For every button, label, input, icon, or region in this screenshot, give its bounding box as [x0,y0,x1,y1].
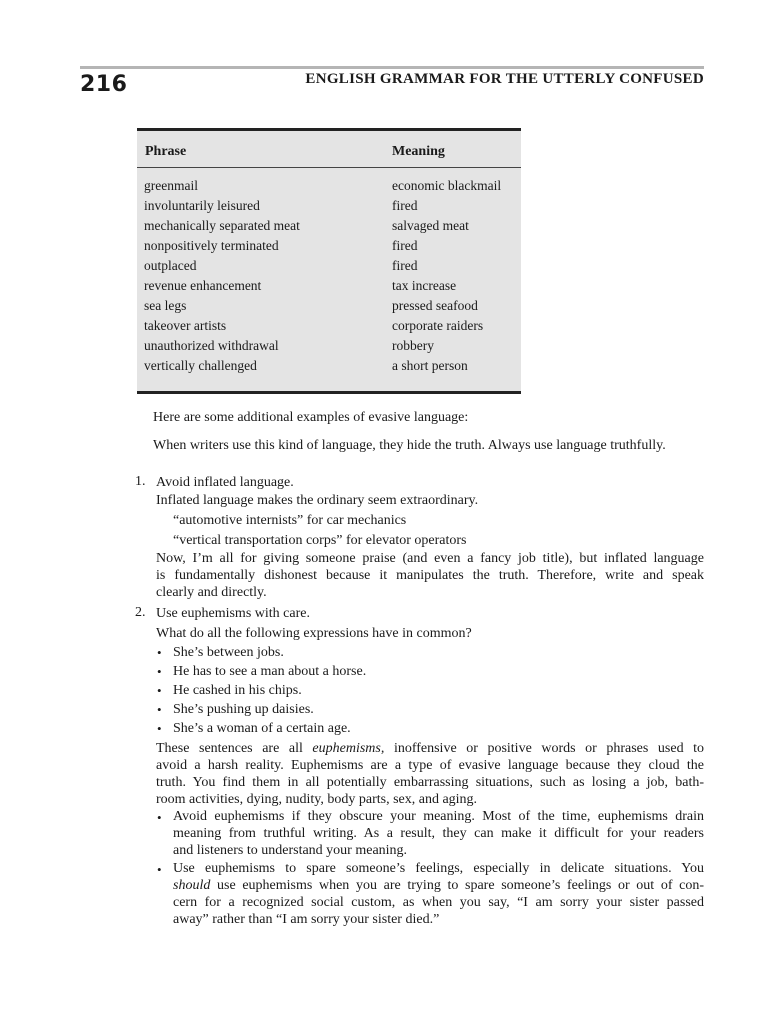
bullet-icon: • [157,810,162,825]
header-rule [80,66,704,69]
meaning-cell: salvaged meat [392,218,469,233]
paragraph-line: and listeners to understand your meaning. [173,843,408,858]
bullet-icon: • [157,702,162,717]
meaning-cell: fired [392,258,418,273]
intro-text: Here are some additional examples of evasive language: [153,410,469,425]
definition-paragraph [156,740,704,808]
bullet-icon: • [157,683,162,698]
paragraph-line [173,877,704,894]
phrase-cell: sea legs [144,298,187,313]
phrase-cell: vertically challenged [144,358,257,373]
paragraph-line [156,740,704,757]
paragraph-line: away” rather than “I am sorry your sister died.” [173,912,440,927]
truth-line: When writers use this kind of language, they hide the truth. Always use language truthfully. [153,438,666,453]
table-row [137,216,521,236]
phrase-cell: outplaced [144,258,197,273]
list-item: He cashed in his chips. [173,683,302,698]
meaning-cell: pressed seafood [392,298,478,313]
table-header [137,131,521,168]
example-line: “vertical transportation corps” for elevator operators [173,533,467,548]
list-item: He has to see a man about a horse. [173,664,367,679]
phrase-cell: revenue enhancement [144,278,262,293]
meaning-cell: fired [392,198,418,213]
paragraph-line: is fundamentally dishonest because it manipulates the truth. Therefore, write and speak [156,568,704,583]
table-row [137,296,521,316]
phrase-cell: unauthorized withdrawal [144,338,279,353]
list-item: She’s between jobs. [173,645,284,660]
item-paragraph-1 [156,550,704,601]
page-number: 216 [80,72,128,97]
column-header-phrase: Phrase [145,144,187,159]
paragraph-line: avoid a harsh reality. Euphemisms are a type of evasive language because they cloud the [156,758,704,773]
definition-start: These sentences are all [156,741,303,756]
table-row [137,236,521,256]
meaning-cell: corporate raiders [392,318,484,333]
tip-spare-feelings [173,860,704,928]
table-row [137,336,521,356]
phrase-cell: involuntarily leisured [144,198,260,213]
tip-avoid-obscuring [173,808,704,859]
item-heading-1: Avoid inflated language. [156,475,294,490]
definition-rest: inoffensive or positive words or phrases used to [393,741,705,756]
paragraph-line: cern for a recognized social custom, as when you say, “I am sorry your sister passed [173,895,704,910]
paragraph-line: clearly and directly. [156,585,267,600]
meaning-cell: robbery [392,338,434,353]
phrase-cell: nonpositively terminated [144,238,279,253]
table-row [137,196,521,216]
table-row [137,256,521,276]
term-euphemisms: euphemisms, [312,741,385,756]
phrase-cell: takeover artists [144,318,227,333]
item-number-1: 1. [135,474,146,489]
bullet-icon: • [157,721,162,736]
bullet-icon: • [157,645,162,660]
table-row [137,316,521,336]
phrase-meaning-table [137,128,521,394]
meaning-cell: fired [392,238,418,253]
bullet-icon: • [157,862,162,877]
bullet-icon: • [157,664,162,679]
item-sub-1: Inflated language makes the ordinary seem extraordinary. [156,493,479,508]
paragraph-line: room activities, dying, nudity, body parts, sex, and aging. [156,792,478,807]
paragraph-line: meaning from truthful writing. As a result, they can make it difficult for your readers [173,826,704,841]
example-line: “automotive internists” for car mechanics [173,513,407,528]
paragraph-line: Now, I’m all for giving someone praise (and even a fancy job title), but inflated language [156,551,704,566]
table-body [137,176,521,376]
phrase-cell: mechanically separated meat [144,218,300,233]
list-item: She’s a woman of a certain age. [173,721,351,736]
phrase-cell: greenmail [144,178,198,193]
meaning-cell: economic blackmail [392,178,502,193]
running-title: ENGLISH GRAMMAR FOR THE UTTERLY CONFUSED [305,71,704,87]
item-question-2: What do all the following expressions have in common? [156,626,472,641]
line-rest: use euphemisms when you are trying to spare someone’s feelings or out of con- [217,878,705,893]
list-item: She’s pushing up daisies. [173,702,314,717]
meaning-cell: tax increase [392,278,457,293]
item-heading-2: Use euphemisms with care. [156,606,310,621]
paragraph-line: Avoid euphemisms if they obscure your meaning. Most of the time, euphemisms drain [173,809,704,824]
table-row [137,356,521,376]
table-row [137,276,521,296]
meaning-cell: a short person [392,358,468,373]
table-row [137,176,521,196]
emphasis-should: should [173,878,211,893]
item-number-2: 2. [135,605,146,620]
paragraph-line: Use euphemisms to spare someone’s feelings, especially in delicate situations. You [173,861,704,876]
column-header-meaning: Meaning [392,144,445,159]
paragraph-line: truth. You find them in all potentially embarrassing situations, such as losing a job, bath- [156,775,704,790]
